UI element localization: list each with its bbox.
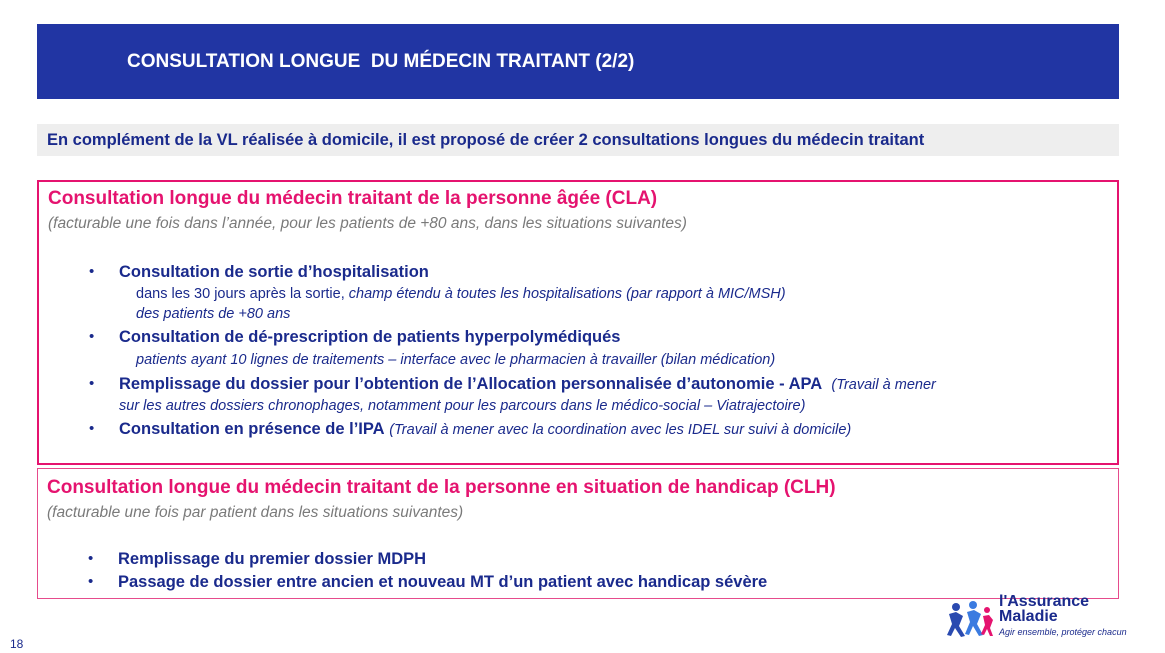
cla-item-label-text: Consultation en présence de l’IPA [119,420,385,438]
cla-item-detail-line2 [136,306,290,322]
cla-item-detail-italic: patients ayant 10 lignes de traitements – interface avec le pharmacien à travailler (bilan médication) [136,352,776,368]
cla-item-note: (Travail à mener avec la coordination avec les IDEL sur suivi à domicile) [389,422,852,438]
bullet-icon: • [88,550,94,567]
bullet-icon: • [89,420,95,437]
cla-item-label [119,420,851,439]
cla-item-note-line2: sur les autres dossiers chronophages, notamment pour les parcours dans le médico-social – Viatrajectoire) [119,398,806,414]
assurance-maladie-logo [943,593,1127,644]
cla-item-label: Consultation de sortie d’hospitalisation [119,263,429,281]
cla-item-detail-line2-text: des patients de +80 ans [136,306,291,322]
cla-item-detail-italic: champ étendu à toutes les hospitalisations (par rapport à MIC/MSH) [348,286,786,302]
title-bar [37,24,1119,99]
cla-item-label [119,375,936,394]
clh-item-label: Remplissage du premier dossier MDPH [118,550,427,568]
cla-item-detail [136,352,775,368]
clh-subtitle: (facturable une fois par patient dans les situations suivantes) [47,504,464,521]
cla-title: Consultation longue du médecin traitant de la personne âgée (CLA) [48,188,658,209]
cla-item-detail [136,286,786,302]
intro-banner [37,124,1119,156]
logo-name-line1: l'Assurance [999,593,1090,610]
page-number: 18 [10,637,24,651]
clh-item-label: Passage de dossier entre ancien et nouveau MT d’un patient avec handicap sévère [118,573,768,591]
clh-section [37,468,1119,599]
cla-item-label-text: Remplissage du dossier pour l’obtention de l’Allocation personnalisée d’autonomie - APA [119,375,823,393]
logo-tagline: Agir ensemble, protéger chacun [999,627,1127,637]
cla-subtitle: (facturable une fois dans l’année, pour les patients de +80 ans, dans les situations suivantes) [48,215,687,232]
cla-item-detail-plain: dans les 30 jours après la sortie, [136,286,349,302]
bullet-icon: • [89,328,95,345]
cla-item-label: Consultation de dé-prescription de patients hyperpolymédiqués [119,328,621,346]
cla-section [37,180,1119,465]
logo-name [999,594,1089,624]
intro-text: En complément de la VL réalisée à domicile, il est proposé de créer 2 consultations longues du médecin traitant [47,131,925,149]
cla-item-note: (Travail à mener [831,377,936,393]
people-figures-icon [943,598,995,638]
bullet-icon: • [89,375,95,392]
page-title: CONSULTATION LONGUE DU MÉDECIN TRAITANT (2/2) [127,51,635,72]
bullet-icon: • [89,263,95,280]
clh-title: Consultation longue du médecin traitant de la personne en situation de handicap (CLH) [47,477,836,498]
logo-name-line2: Maladie [999,608,1058,625]
bullet-icon: • [88,573,94,590]
